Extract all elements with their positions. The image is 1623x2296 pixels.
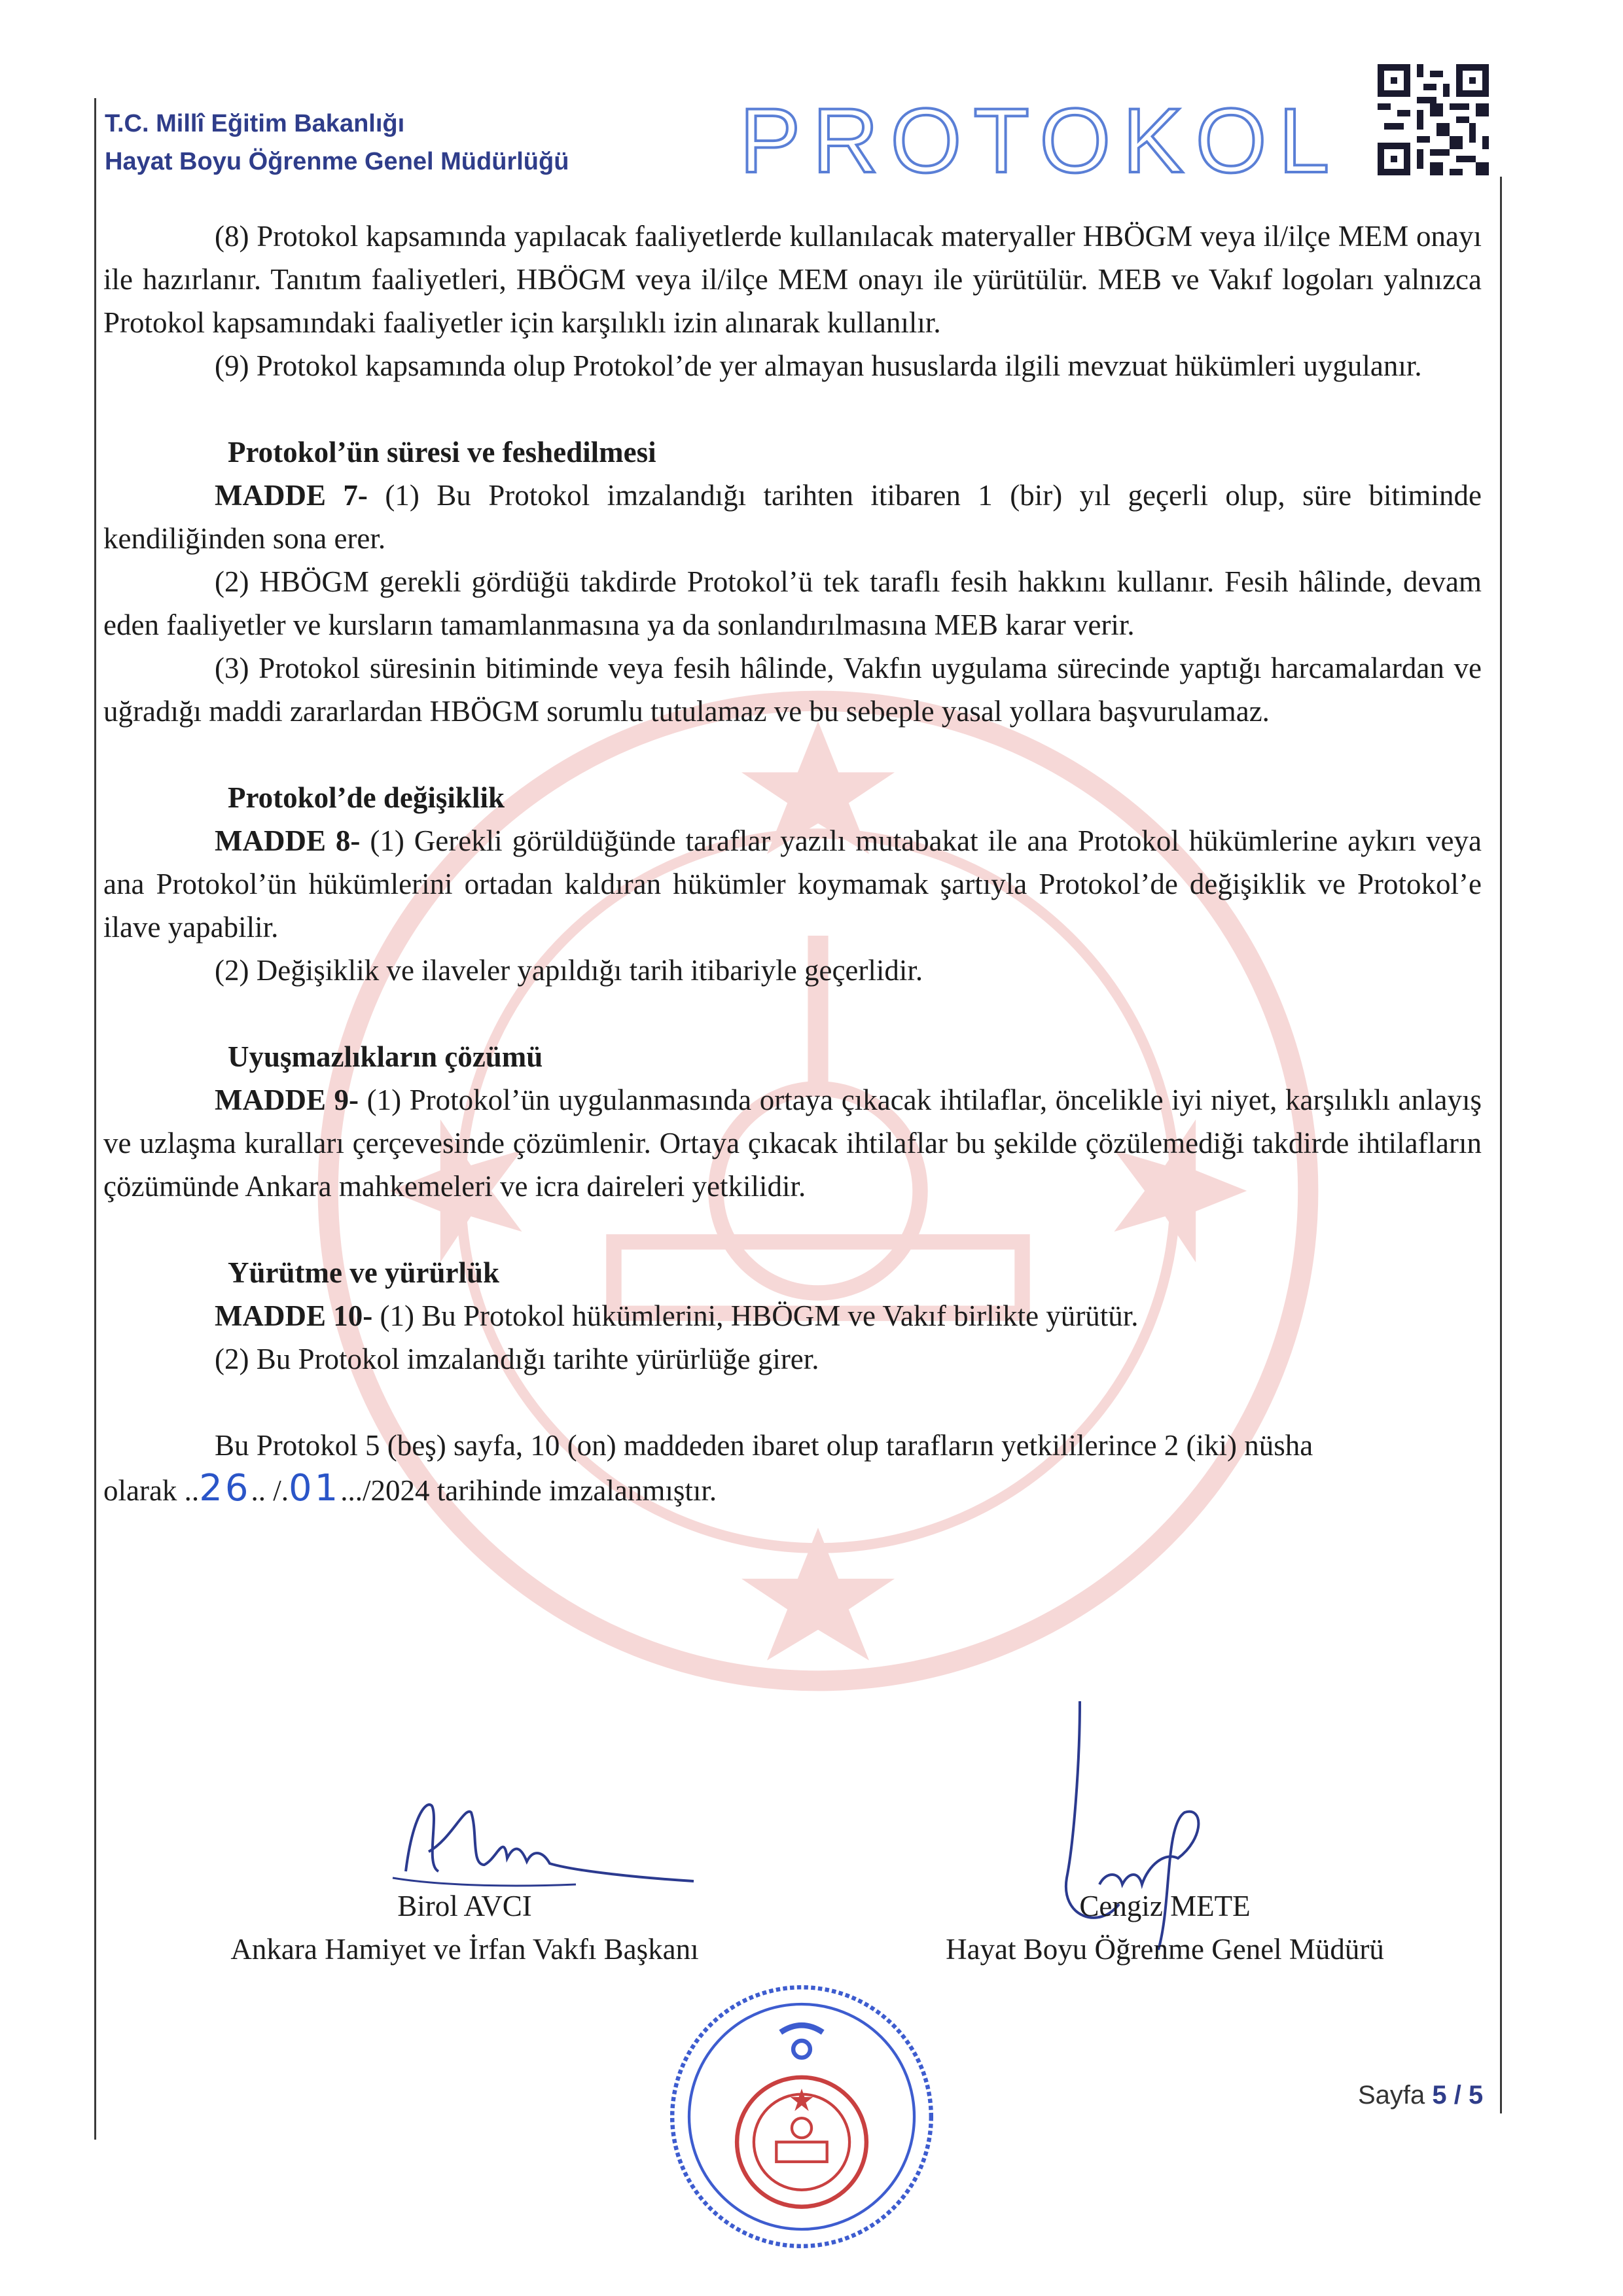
date-day: 26 xyxy=(199,1467,251,1510)
signatory-right-title: Hayat Boyu Öğrenme Genel Müdürü xyxy=(946,1933,1384,1966)
page-number-value: 5 / 5 xyxy=(1432,2081,1484,2110)
date-month: 01 xyxy=(288,1467,341,1510)
section-10-para-2: (2) Bu Protokol imzalandığı tarihte yürürlüğe girer. xyxy=(215,1343,819,1375)
section-10-heading: Yürütme ve yürürlük xyxy=(228,1256,499,1289)
signatory-left xyxy=(170,1884,759,1971)
frame-right-line xyxy=(1500,177,1502,2113)
paragraph-8: (8) Protokol kapsamında yapılacak faaliyetlerde kullanılacak materyaller HBÖGM veya il/ilçe MEM onayı ile hazırlanır. Tanıtım faaliyetleri, HBÖGM veya il/ilçe MEM onayı ile yürütülür. MEB ve Vakıf logoları yalnızca Protokol kapsamındaki faaliyetler için karşılıklı izin alınarak kullanılır. xyxy=(103,220,1482,339)
section-7-para-3: (3) Protokol süresinin bitiminde veya fesih hâlinde, Vakfın uygulama sürecinde yaptığı harcamalardan ve uğradığı maddi zararlardan HBÖGM sorumlu tutulamaz ve bu sebeple yasal yollara başvurulamaz. xyxy=(103,652,1482,728)
section-10-para-1 xyxy=(103,1294,1482,1337)
closing-sep: .. /. xyxy=(251,1474,289,1507)
section-9-heading: Uyuşmazlıkların çözümü xyxy=(228,1040,543,1073)
header-title: PROTOKOL xyxy=(740,89,1342,192)
qr-code-icon xyxy=(1378,64,1489,175)
frame-left-line xyxy=(94,98,96,2140)
section-8-para-1 xyxy=(103,819,1482,949)
official-stamp-icon xyxy=(661,1976,942,2257)
madde-8-label: MADDE 8- xyxy=(215,824,361,857)
document-body xyxy=(103,215,1482,1512)
header-org-line2: Hayat Boyu Öğrenme Genel Müdürlüğü xyxy=(105,148,569,175)
madde-9-label: MADDE 9- xyxy=(215,1084,359,1116)
section-7-heading: Protokol’ün süresi ve feshedilmesi xyxy=(228,436,656,468)
page-number xyxy=(1358,2081,1483,2110)
closing-line-2 xyxy=(103,1467,1482,1512)
signatory-right-name: Cengiz METE xyxy=(1079,1890,1251,1922)
section-10-para-1-text: (1) Bu Protokol hükümlerini, HBÖGM ve Vakıf birlikte yürütür. xyxy=(372,1299,1139,1332)
page-number-label: Sayfa xyxy=(1358,2081,1433,2110)
section-7-para-1-text: (1) Bu Protokol imzalandığı tarihten itibaren 1 (bir) yıl geçerli olup, süre bitiminde kendiliğinden sona erer. xyxy=(103,479,1482,555)
section-8-para-1-text: (1) Gerekli görüldüğünde taraflar yazılı mutabakat ile ana Protokol hükümlerine aykırı veya ana Protokol’ün hükümlerini ortadan kaldıran hükümler koymamak şartıyla Protokol’de değişiklik ve Protokol’e ilave yapabilir. xyxy=(103,824,1482,944)
signatory-left-title: Ankara Hamiyet ve İrfan Vakfı Başkanı xyxy=(230,1933,699,1966)
section-8-heading: Protokol’de değişiklik xyxy=(228,781,505,814)
header-org-line1: T.C. Millî Eğitim Bakanlığı xyxy=(105,110,405,137)
madde-10-label: MADDE 10- xyxy=(215,1299,373,1332)
paragraph-9: (9) Protokol kapsamında olup Protokol’de yer almayan hususlarda ilgili mevzuat hükümleri uygulanır. xyxy=(215,349,1422,382)
closing-suffix: .../2024 tarihinde imzalanmıştır. xyxy=(340,1474,717,1507)
header-organization xyxy=(105,105,569,181)
signatory-left-name: Birol AVCI xyxy=(397,1890,532,1922)
closing-line-1: Bu Protokol 5 (beş) sayfa, 10 (on) maddeden ibaret olup tarafların yetkililerince 2 (iki) nüsha xyxy=(215,1429,1313,1462)
madde-7-label: MADDE 7- xyxy=(215,479,368,512)
section-8-para-2: (2) Değişiklik ve ilaveler yapıldığı tarih itibariyle geçerlidir. xyxy=(215,954,923,987)
section-9-para-1 xyxy=(103,1078,1482,1208)
signatory-right xyxy=(870,1884,1459,1971)
section-7-para-1 xyxy=(103,474,1482,560)
closing-prefix: olarak .. xyxy=(103,1474,200,1507)
section-9-para-1-text: (1) Protokol’ün uygulanmasında ortaya çıkacak ihtilaflar, öncelikle iyi niyet, karşılıklı anlayış ve uzlaşma kuralları çerçevesinde çözümlenir. Ortaya çıkacak ihtilaflar bu şekilde çözülemediği takdirde ihtilafların çözümünde Ankara mahkemeleri ve icra daireleri yetkilidir. xyxy=(103,1084,1482,1203)
section-7-para-2: (2) HBÖGM gerekli gördüğü takdirde Protokol’ü tek taraflı fesih hakkını kullanır. Fesih hâlinde, devam eden faaliyetler ve kursların tamamlanmasına ya da sonlandırılmasına MEB karar verir. xyxy=(103,565,1482,641)
